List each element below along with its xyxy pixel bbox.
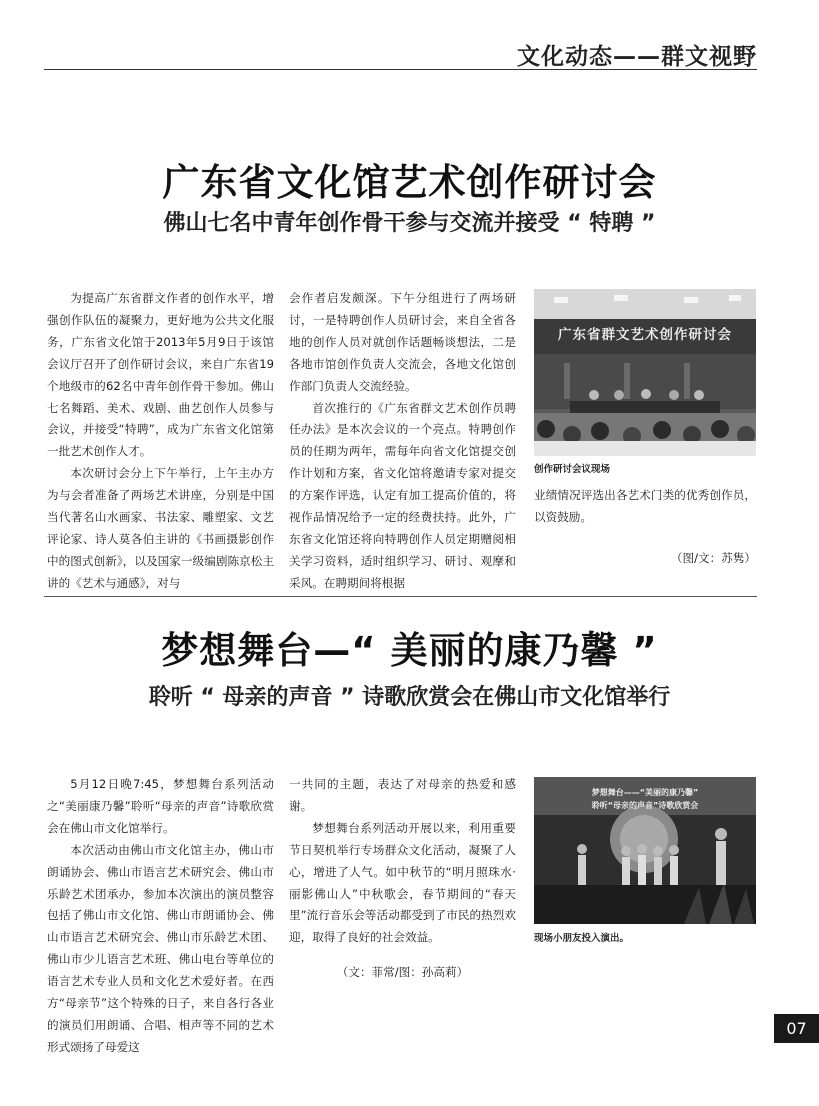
article1-title: 广东省文化馆艺术创作研讨会 <box>162 161 657 204</box>
paragraph: 会作者启发颇深。下午分组进行了两场研讨，一是特聘创作人员研讨会，来自全省各地的创作人员对就创作话题畅谈想法，二是各地市馆创作负责人交流会，各地文化馆创作部门负责人交流经验。 <box>289 291 516 393</box>
performance-photo-caption: 现场小朋友投入演出。 <box>534 933 630 944</box>
section-divider <box>44 596 757 597</box>
article1-column-1 <box>47 288 274 595</box>
section-label: 文化动态——群文视野 <box>517 44 757 70</box>
performance-photo <box>534 777 756 924</box>
article2-subtitle: 聆听 “ 母亲的声音 ” 诗歌欣赏会在佛山市文化馆举行 <box>148 685 671 710</box>
paragraph: 5月12日晚7:45，梦想舞台系列活动之“美丽康乃馨”聆听“母亲的声音”诗歌欣赏会在佛山市文化馆举行。 <box>47 777 274 835</box>
paragraph: 本次活动由佛山市文化馆主办，佛山市朗诵协会、佛山市语言艺术研究会、佛山市乐龄艺术团承办，参加本次演出的演员整容包括了佛山市文化馆、佛山市朗诵协会、佛山市语言艺术研究会、佛山市乐龄艺术团、佛山市少儿语言艺术班、佛山电台等单位的语言艺术专业人员和文化艺术爱好者。在西方“母亲节”这个特殊的日子，来自各行各业的演员们用朗诵、合唱、相声等不同的艺术形式颂扬了母爱这 <box>47 842 274 1054</box>
performance-banner-line-2: 聆听“母亲的声音”诗歌欣赏会 <box>591 801 699 810</box>
performance-banner-line-1: 梦想舞台——“美丽的康乃馨” <box>591 788 699 797</box>
article1-subtitle: 佛山七名中青年创作骨干参与交流并接受 “ 特聘 ” <box>163 211 656 236</box>
paragraph: 一共同的主题，表达了对母亲的热爱和感谢。 <box>289 777 516 813</box>
paragraph: 为提高广东省群文作者的创作水平，增强创作队伍的凝聚力，更好地为公共文化服务，广东省文化馆于2013年5月9日于该馆会议厅召开了创作研讨会议，来自广东省19个地级市的62名中青年创作骨干参加。佛山七名舞蹈、美术、戏剧、曲艺创作人员参与会议，并接受“特聘”，成为广东省文化馆第一批艺术创作人才。 <box>47 291 274 459</box>
conference-photo <box>534 289 756 456</box>
paragraph: 首次推行的《广东省群文艺术创作员聘任办法》是本次会议的一个亮点。特聘创作员的任期为两年，需每年向省文化馆提交创作计划和方案，省文化馆将邀请专家对提交的方案作评选，认定有加工提高价值的，将视作品情况给予一定的经费扶持。此外，广东省文化馆还将向特聘创作人员定期赠阅相关学习资料，适时组织学习、研讨、观摩和采风。在聘期间将根据 <box>289 400 516 590</box>
article1-credit: （图/文：苏隽） <box>670 551 756 565</box>
paragraph: 本次研讨会分上下午举行，上午主办方为与会者准备了两场艺术讲座，分别是中国当代著名山水画家、书法家、雕塑家、文艺评论家、诗人莫各伯主讲的《书画摄影创作中的图式创新》，以及国家一级编剧陈京松主讲的《艺术与通感》，对与 <box>47 466 274 590</box>
conference-banner: 广东省群文艺术创作研讨会 <box>558 327 732 343</box>
article1-column-3 <box>534 485 756 529</box>
header-rule <box>44 69 757 70</box>
paragraph: 梦想舞台系列活动开展以来，利用重要节日契机举行专场群众文化活动，凝聚了人心，增进了人气。如中秋节的“明月照珠水·丽影佛山人”中秋歌会，春节期间的“春天里”流行音乐会等活动都受到了市民的热烈欢迎，取得了良好的社会效益。 <box>289 820 516 945</box>
article1-column-2 <box>289 288 516 595</box>
article2-column-1 <box>47 774 274 1059</box>
paragraph: 业绩情况评选出各艺术门类的优秀创作员，以资鼓励。 <box>534 488 756 524</box>
conference-photo-illustration <box>534 289 756 456</box>
page-number: 07 <box>774 1014 819 1043</box>
article2-credit: （文：菲常/图：孙高莉） <box>336 965 469 979</box>
conference-photo-caption: 创作研讨会议现场 <box>534 464 611 475</box>
article2-column-2 <box>289 774 516 949</box>
article2-title: 梦想舞台—“ 美丽的康乃馨 ” <box>161 629 658 672</box>
